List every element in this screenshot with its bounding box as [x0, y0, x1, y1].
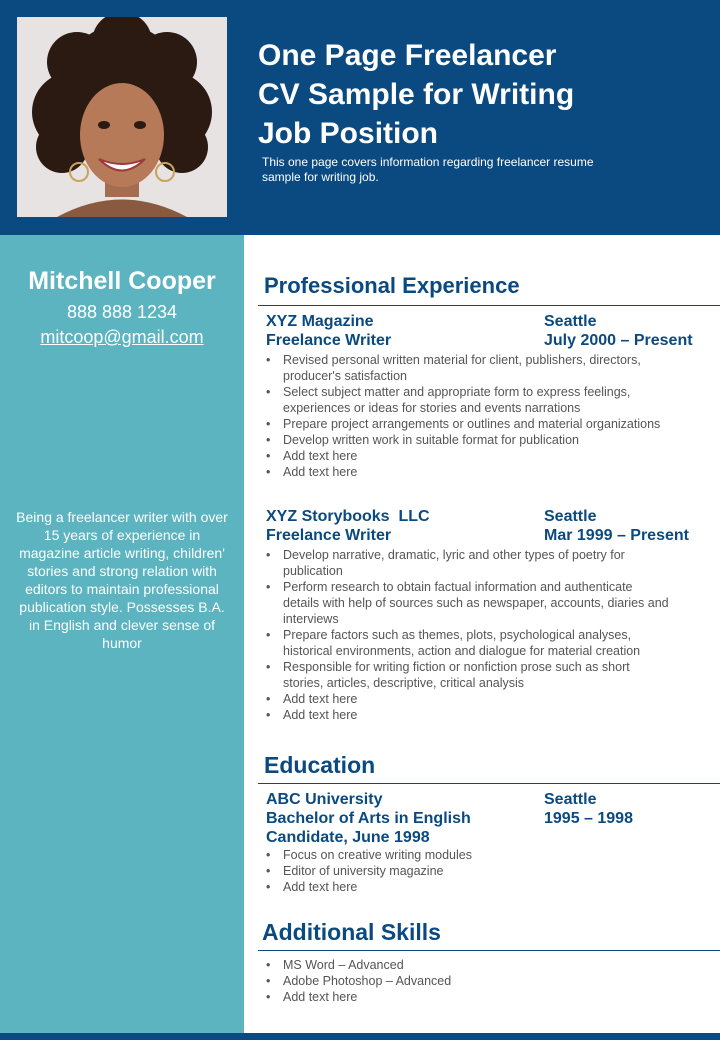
job-1-role: Freelance Writer [266, 332, 392, 349]
profile-phone: 888 888 1234 [66, 302, 178, 322]
job-1-right [544, 312, 693, 350]
education-location: Seattle [544, 791, 597, 808]
section-title-skills: Additional Skills [262, 919, 441, 945]
list-item: • Add text here [266, 989, 671, 1005]
job-1-left [266, 312, 391, 350]
profile-summary: Being a freelancer writer with over 15 years of experience in magazine article writing, children' stories and strong relation with editors to maintain professional publication style. Possesses B.A. in English and clever sense of humor [16, 509, 228, 651]
job-2-company: XYZ Storybooks LLC [266, 508, 430, 525]
job-2-left [266, 507, 430, 545]
job-1-dates: July 2000 – Present [544, 332, 693, 349]
section-divider [258, 950, 720, 951]
job-2-bullets [266, 547, 671, 723]
job-1-location: Seattle [544, 313, 597, 330]
skills-bullets [266, 957, 671, 1005]
list-item: • MS Word – Advanced [266, 957, 671, 973]
list-item: • Perform research to obtain factual information and authenticate details with help of sources such as newspaper, accounts, diaries and interviews [266, 579, 671, 627]
page-subtitle: This one page covers information regarding freelancer resume sample for writing job. [262, 155, 594, 184]
job-2-right [544, 507, 689, 545]
education-degree-line-1: Bachelor of Arts in English [266, 810, 471, 827]
section-divider [258, 305, 720, 306]
section-title-education: Education [264, 752, 376, 778]
job-2-role: Freelance Writer [266, 527, 392, 544]
profile-name: Mitchell Cooper [28, 267, 216, 295]
list-item: • Add text here [266, 707, 671, 723]
education-degree-line-2: Candidate, June 1998 [266, 829, 430, 846]
list-item: • Develop written work in suitable format for publication [266, 432, 671, 448]
page-title [258, 36, 698, 153]
list-item: • Prepare project arrangements or outlines and material organizations [266, 416, 671, 432]
list-item: • Adobe Photoshop – Advanced [266, 973, 671, 989]
education-dates: 1995 – 1998 [544, 810, 633, 827]
job-1-company: XYZ Magazine [266, 313, 374, 330]
list-item: • Responsible for writing fiction or nonfiction prose such as short stories, articles, descriptive, critical analysis [266, 659, 671, 691]
list-item: • Focus on creative writing modules [266, 847, 671, 863]
list-item: • Add text here [266, 691, 671, 707]
job-2-dates: Mar 1999 – Present [544, 527, 689, 544]
list-item: • Prepare factors such as themes, plots, psychological analyses, historical environments, action and dialogue for material creation [266, 627, 671, 659]
job-1-bullets [266, 352, 671, 480]
list-item: • Add text here [266, 879, 671, 895]
portrait-illustration [17, 17, 227, 217]
education-bullets [266, 847, 671, 895]
section-divider [258, 783, 720, 784]
education-left [266, 790, 471, 847]
job-2-location: Seattle [544, 508, 597, 525]
section-title-experience: Professional Experience [264, 273, 520, 298]
footer-bar [0, 1033, 720, 1040]
list-item: • Add text here [266, 464, 671, 480]
title-line-1: One Page Freelancer [258, 39, 557, 72]
title-line-3: Job Position [258, 117, 438, 150]
list-item: • Revised personal written material for client, publishers, directors, producer's satisfaction [266, 352, 671, 384]
profile-photo [17, 17, 227, 217]
list-item: • Develop narrative, dramatic, lyric and other types of poetry for publication [266, 547, 671, 579]
list-item: • Editor of university magazine [266, 863, 671, 879]
list-item: • Select subject matter and appropriate form to express feelings, experiences or ideas for stories and events narrations [266, 384, 671, 416]
list-item: • Add text here [266, 448, 671, 464]
education-right [544, 790, 633, 828]
education-school: ABC University [266, 791, 383, 808]
title-line-2: CV Sample for Writing [258, 78, 575, 111]
profile-email-link[interactable]: mitcoop@gmail.com [40, 327, 204, 347]
